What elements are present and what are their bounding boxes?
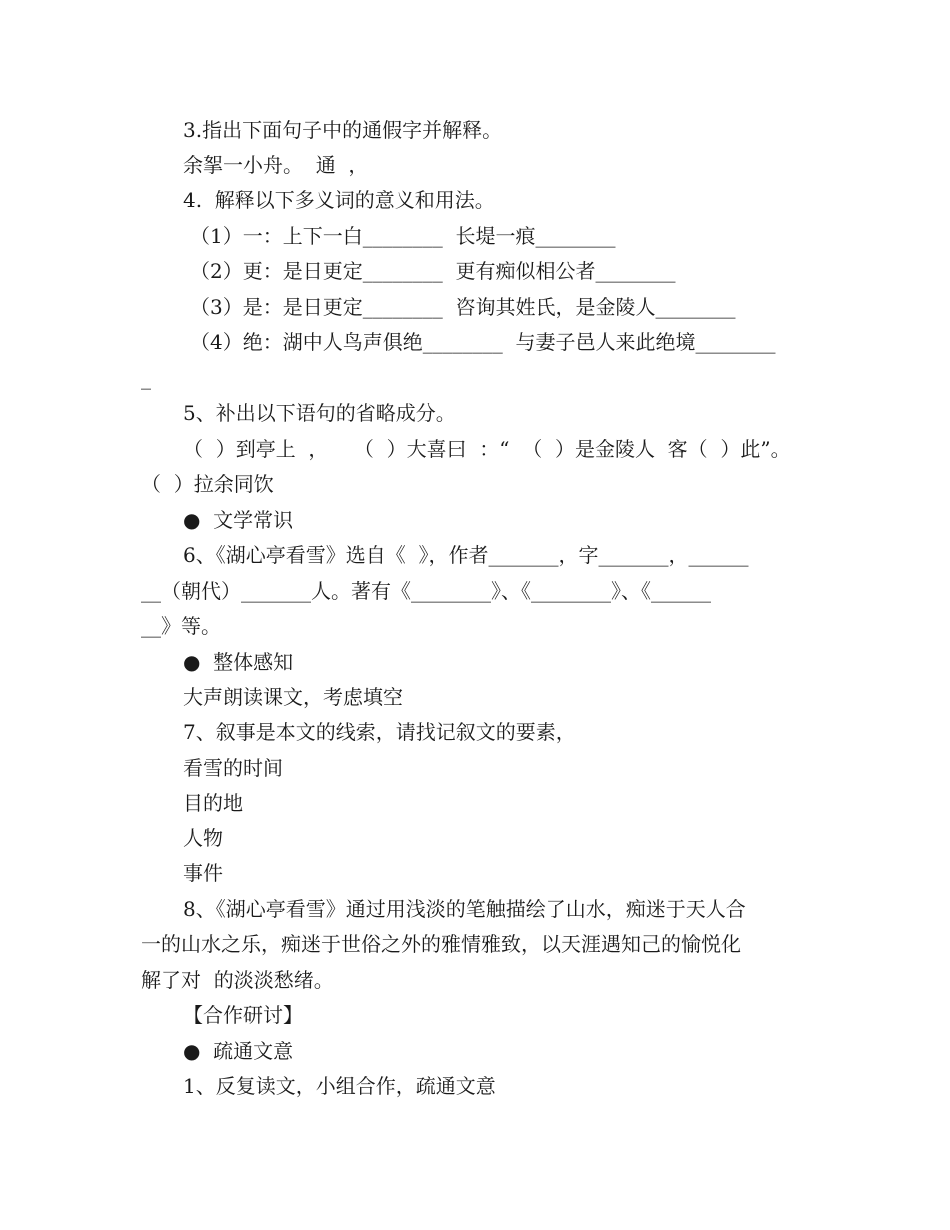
section-overall-perception: ● 整体感知 [183, 650, 294, 674]
question-4-item-4: （4）绝：湖中人鸟声俱绝________ 与妻子邑人来此绝境________ [190, 330, 776, 354]
question-5-sentence: （ ）到亭上 ， （ ）大喜曰 ：“ （ ）是金陵人 客（ ）此”。 [183, 437, 791, 461]
question-4-item-2: （2）更：是日更定________ 更有痴似相公者________ [190, 259, 676, 283]
question-7-title: 7、叙事是本文的线索，请找记叙文的要素， [183, 720, 576, 744]
question-3-title: 3.指出下面句子中的通假字并解释。 [183, 118, 503, 142]
question-8-line-1: 8、《湖心亭看雪》通过用浅淡的笔触描绘了山水，痴迷于天人合 [183, 897, 746, 921]
question-4-item-1: （1）一：上下一白________ 长堤一痕________ [190, 224, 616, 248]
question-4-title: 4. 解释以下多义词的意义和用法。 [183, 188, 495, 212]
question-6-line-1: 6、《湖心亭看雪》选自《 》，作者_______，字_______，______ [183, 543, 749, 567]
question-6-line-3: __》等。 [141, 614, 221, 638]
section-cooperative-discussion: 【合作研讨】 [183, 1003, 303, 1027]
question-4-item-3: （3）是：是日更定________ 咨询其姓氏，是金陵人________ [190, 295, 736, 319]
element-event: 事件 [183, 861, 223, 885]
question-6-line-2: __（朝代）_______人。著有《________》、《________》、《______ [141, 579, 711, 603]
element-people: 人物 [183, 826, 223, 850]
question-5-title: 5、补出以下语句的省略成分。 [183, 401, 456, 425]
question-5-sentence-continuation: （ ）拉余同饮 [141, 472, 274, 496]
section-understanding-text: ● 疏通文意 [183, 1039, 294, 1063]
question-3-sentence: 余挐一小舟。 通 ， [183, 153, 369, 177]
question-8-line-2: 一的山水之乐，痴迷于世俗之外的雅情雅致，以天涯遇知己的愉悦化 [141, 932, 741, 956]
element-place: 目的地 [183, 791, 243, 815]
question-4-item-4-continuation: _ [141, 366, 151, 390]
instruction-read-aloud: 大声朗读课文，考虑填空 [183, 685, 403, 709]
element-time: 看雪的时间 [183, 756, 283, 780]
task-1-line: 1、反复读文，小组合作，疏通文意 [183, 1074, 496, 1098]
question-8-line-3: 解了对 的淡淡愁绪。 [141, 968, 334, 992]
section-literary-knowledge: ● 文学常识 [183, 508, 294, 532]
